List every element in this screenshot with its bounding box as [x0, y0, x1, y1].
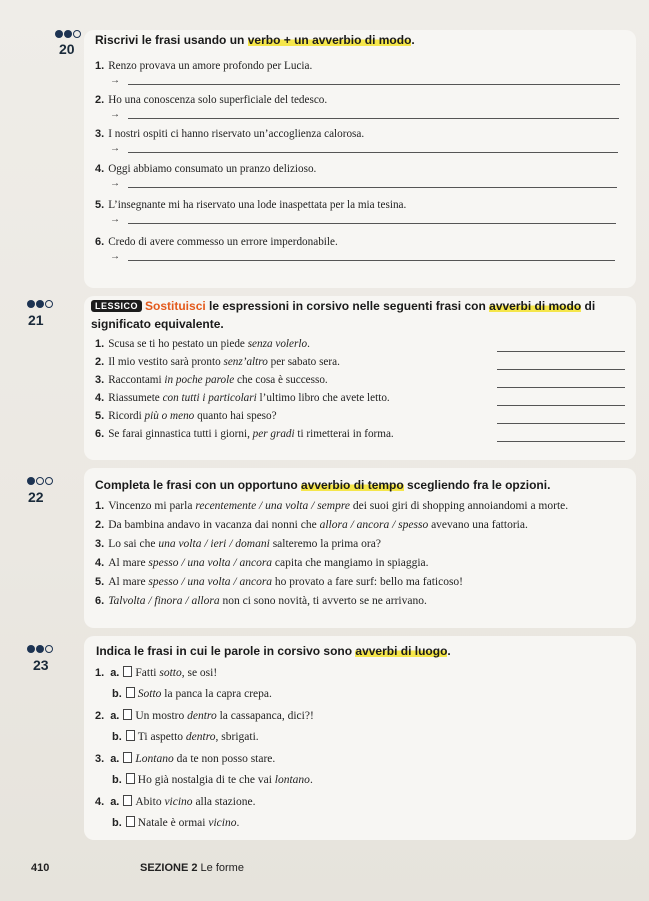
- item-number: 4.: [95, 392, 105, 404]
- sentence-item: [95, 338, 310, 350]
- sentence-text: .: [309, 774, 313, 786]
- item-number: 4.: [95, 796, 105, 808]
- difficulty-dots-21: [27, 300, 54, 308]
- sentence-text: ti rimetterai in forma.: [294, 428, 394, 440]
- sentence-text: Raccontami: [108, 374, 165, 386]
- arrow-icon: →: [110, 75, 120, 86]
- sentence-text: Oggi abbiamo consumato un pranzo delizioso.: [108, 163, 317, 175]
- answer-rule: [128, 84, 620, 85]
- difficulty-dot-empty: [45, 300, 53, 308]
- sentence-text: Al mare: [108, 576, 149, 588]
- adverb-options[interactable]: Talvolta / finora / allora: [108, 595, 220, 607]
- item-number: 4.: [95, 163, 105, 175]
- sentence-text: Ho una conoscenza solo superficiale del tedesco.: [108, 94, 328, 106]
- difficulty-dot: [27, 300, 35, 308]
- section-label: [140, 862, 244, 874]
- checkbox-item: [112, 730, 259, 743]
- item-number: 3.: [95, 538, 105, 550]
- sentence-text: Lo sai che: [108, 538, 159, 550]
- sentence-item: [95, 557, 429, 569]
- sentence-text: quanto hai speso?: [194, 410, 277, 422]
- section-title: Le forme: [200, 862, 244, 874]
- sentence-text: Ho già nostalgia di te che vai: [137, 774, 275, 786]
- sentence-item: [95, 374, 328, 386]
- italic-expression: più o meno: [144, 410, 195, 422]
- option-letter: a.: [110, 710, 120, 722]
- italic-expression: senza volerlo: [247, 338, 308, 350]
- instruction-text: di: [581, 299, 596, 313]
- italic-expression: per gradi: [252, 428, 295, 440]
- sentence-text: , se osi!: [181, 667, 218, 679]
- arrow-icon: →: [110, 178, 120, 189]
- answer-checkbox[interactable]: [123, 795, 132, 806]
- item-number: 1.: [95, 667, 105, 679]
- difficulty-dots-22: [27, 477, 54, 485]
- exercise-20-instruction: [95, 33, 415, 47]
- instruction-highlight: verbo + un avverbio di modo: [247, 33, 412, 47]
- sentence-text: che cosa è successo.: [234, 374, 328, 386]
- sentence-text: Natale è ormai: [137, 817, 209, 829]
- item-number: 6.: [95, 236, 105, 248]
- option-letter: b.: [112, 731, 122, 743]
- sentence-item: [95, 94, 327, 106]
- answer-line[interactable]: [110, 214, 616, 226]
- sentence-text: Ti aspetto: [137, 731, 186, 743]
- sentence-text: alla stazione.: [192, 796, 256, 808]
- item-number: 2.: [95, 710, 105, 722]
- item-number: 6.: [95, 428, 105, 440]
- italic-word: sotto: [159, 667, 182, 679]
- checkbox-item: [112, 816, 239, 829]
- adverb-options[interactable]: recentemente / una volta / sempre: [195, 500, 350, 512]
- option-letter: a.: [110, 796, 120, 808]
- difficulty-dot: [64, 30, 72, 38]
- sentence-text: la cassapanca, dici?!: [216, 710, 314, 722]
- sentence-item: [95, 392, 390, 404]
- instruction-highlight: avverbi di luogo: [355, 644, 448, 658]
- lessico-badge: LESSICO: [91, 300, 142, 312]
- answer-blank[interactable]: [497, 441, 625, 442]
- exercise-23-instruction: [96, 644, 451, 658]
- page-number: 410: [31, 862, 50, 874]
- sentence-text: L’insegnante mi ha riservato una lode inaspettata per la mia tesina.: [108, 199, 407, 211]
- italic-word: Lontano: [135, 753, 174, 765]
- sentence-text: non ci sono novità, ti avverto se ne arrivano.: [219, 595, 427, 607]
- answer-rule: [128, 223, 616, 224]
- italic-expression: senz’altro: [223, 356, 268, 368]
- sentence-item: [95, 128, 364, 140]
- sentence-item: [95, 356, 340, 368]
- answer-line[interactable]: [110, 109, 619, 121]
- item-number: 1.: [95, 338, 105, 350]
- answer-checkbox[interactable]: [123, 709, 132, 720]
- item-number: 5.: [95, 410, 105, 422]
- answer-blank[interactable]: [497, 351, 625, 352]
- sentence-text: Renzo provava un amore profondo per Lucia.: [108, 60, 313, 72]
- italic-word: dentro: [185, 731, 216, 743]
- instruction-highlight: avverbio di tempo: [301, 478, 404, 492]
- exercise-22-instruction: [95, 478, 550, 492]
- checkbox-item: [95, 666, 217, 679]
- sentence-item: [95, 538, 381, 550]
- answer-blank[interactable]: [497, 423, 625, 424]
- sentence-text: Riassumete: [108, 392, 163, 404]
- adverb-options[interactable]: spesso / una volta / ancora: [148, 557, 273, 569]
- difficulty-dot: [55, 30, 63, 38]
- answer-blank[interactable]: [497, 405, 625, 406]
- sentence-item: [95, 500, 568, 512]
- answer-checkbox[interactable]: [126, 816, 135, 827]
- instruction-text: Indica le frasi in cui le parole in corsivo sono: [96, 644, 356, 658]
- difficulty-dot: [27, 645, 35, 653]
- italic-word: dentro: [187, 710, 217, 722]
- section-number: SEZIONE 2: [140, 862, 198, 874]
- sentence-item: [95, 595, 427, 607]
- answer-checkbox[interactable]: [123, 666, 132, 677]
- difficulty-dot: [27, 477, 35, 485]
- answer-checkbox[interactable]: [126, 687, 135, 698]
- italic-word: vicino: [208, 817, 237, 829]
- difficulty-dot-empty: [45, 477, 53, 485]
- sentence-item: [95, 410, 277, 422]
- answer-blank[interactable]: [497, 369, 625, 370]
- item-number: 1.: [95, 60, 105, 72]
- arrow-icon: →: [110, 109, 120, 120]
- exercise-number-23: 23: [33, 657, 49, 673]
- adverb-options[interactable]: allora / ancora / spesso: [319, 519, 429, 531]
- item-number: 3.: [95, 128, 105, 140]
- sentence-text: Un mostro: [135, 710, 188, 722]
- sentence-item: [95, 236, 338, 248]
- adverb-options[interactable]: spesso / una volta / ancora: [148, 576, 273, 588]
- exercise-number-21: 21: [28, 312, 44, 328]
- instruction-text: le espressioni in corsivo nelle seguenti frasi con: [205, 299, 490, 313]
- sentence-text: Scusa se ti ho pestato un piede: [108, 338, 248, 350]
- instruction-text: Completa le frasi con un opportuno: [95, 478, 302, 492]
- answer-line[interactable]: [110, 178, 617, 190]
- sentence-text: l’ultimo libro che avete letto.: [256, 392, 390, 404]
- answer-blank[interactable]: [497, 387, 625, 388]
- sentence-text: ho provato a fare surf: bello ma faticoso!: [272, 576, 464, 588]
- sentence-text: la panca la capra crepa.: [161, 688, 272, 700]
- checkbox-item: [112, 773, 313, 786]
- arrow-icon: →: [110, 251, 120, 262]
- adverb-options[interactable]: una volta / ieri / domani: [158, 538, 270, 550]
- answer-line[interactable]: [110, 75, 620, 87]
- exercise-21-instruction-line2: significato equivalente.: [91, 317, 224, 331]
- sentence-text: .: [307, 338, 310, 350]
- italic-expression: in poche parole: [164, 374, 235, 386]
- item-number: 5.: [95, 199, 105, 211]
- sentence-item: [95, 428, 394, 440]
- sentence-text: .: [236, 817, 240, 829]
- option-letter: a.: [110, 667, 120, 679]
- arrow-icon: →: [110, 214, 120, 225]
- item-number: 2.: [95, 356, 105, 368]
- item-number: 2.: [95, 94, 105, 106]
- sentence-text: Abito: [135, 796, 165, 808]
- sentence-text: Il mio vestito sarà pronto: [108, 356, 224, 368]
- difficulty-dot: [36, 300, 44, 308]
- sentence-text: Se farai ginnastica tutti i giorni,: [108, 428, 253, 440]
- difficulty-dot: [36, 645, 44, 653]
- sentence-item: [95, 163, 316, 175]
- sentence-text: salteremo la prima ora?: [269, 538, 381, 550]
- item-number: 5.: [95, 576, 105, 588]
- item-number: 2.: [95, 519, 105, 531]
- answer-line[interactable]: [110, 143, 618, 155]
- exercise-21-instruction: [91, 299, 595, 313]
- sentence-text: dei suoi giri di shopping annoiandomi a morte.: [349, 500, 569, 512]
- difficulty-dots-23: [27, 645, 54, 653]
- sentence-text: avevano una fattoria.: [428, 519, 528, 531]
- item-number: 6.: [95, 595, 105, 607]
- answer-line[interactable]: [110, 251, 615, 263]
- option-letter: b.: [112, 688, 122, 700]
- sentence-text: Ricordi: [108, 410, 145, 422]
- checkbox-item: [95, 795, 255, 808]
- sentence-text: Vincenzo mi parla: [108, 500, 196, 512]
- answer-rule: [128, 118, 619, 119]
- arrow-icon: →: [110, 143, 120, 154]
- sentence-text: capita che mangiamo in spiaggia.: [272, 557, 429, 569]
- sentence-text: Da bambina andavo in vacanza dai nonni che: [108, 519, 320, 531]
- instruction-text: Riscrivi le frasi usando un: [95, 33, 248, 47]
- checkbox-item: [95, 709, 314, 722]
- option-letter: b.: [112, 817, 122, 829]
- checkbox-item: [95, 752, 275, 765]
- checkbox-item: [112, 687, 272, 700]
- sentence-text: da te non posso stare.: [173, 753, 276, 765]
- exercise-number-22: 22: [28, 489, 44, 505]
- sentence-item: [95, 60, 312, 72]
- item-number: 4.: [95, 557, 105, 569]
- sentence-item: [95, 199, 406, 211]
- item-number: 3.: [95, 753, 105, 765]
- option-letter: a.: [110, 753, 120, 765]
- instruction-text: scegliendo fra le opzioni.: [403, 478, 551, 492]
- difficulty-dots-20: [55, 30, 82, 38]
- item-number: 3.: [95, 374, 105, 386]
- sentence-item: [95, 519, 528, 531]
- difficulty-dot-empty: [36, 477, 44, 485]
- sentence-text: , sbrigati.: [215, 731, 259, 743]
- italic-expression: con tutti i particolari: [162, 392, 257, 404]
- answer-rule: [128, 187, 617, 188]
- difficulty-dot-empty: [73, 30, 81, 38]
- item-number: 1.: [95, 500, 105, 512]
- sentence-text: per sabato sera.: [267, 356, 340, 368]
- answer-checkbox[interactable]: [123, 752, 132, 763]
- italic-word: Sotto: [137, 688, 162, 700]
- sentence-text: Credo di avere commesso un errore imperdonabile.: [108, 236, 338, 248]
- italic-word: lontano: [274, 774, 310, 786]
- instruction-text: .: [447, 644, 451, 658]
- difficulty-dot-empty: [45, 645, 53, 653]
- option-letter: b.: [112, 774, 122, 786]
- italic-word: vicino: [164, 796, 193, 808]
- exercise-number-20: 20: [59, 41, 75, 57]
- sentence-item: [95, 576, 463, 588]
- instruction-text: .: [411, 33, 415, 47]
- answer-checkbox[interactable]: [126, 730, 135, 741]
- answer-rule: [128, 260, 615, 261]
- sentence-text: Fatti: [135, 667, 160, 679]
- instruction-highlight: avverbi di modo: [489, 299, 582, 313]
- answer-rule: [128, 152, 618, 153]
- sentence-text: I nostri ospiti ci hanno riservato un’accoglienza calorosa.: [108, 128, 365, 140]
- answer-checkbox[interactable]: [126, 773, 135, 784]
- instruction-keyword: Sostituisci: [145, 299, 206, 313]
- sentence-text: Al mare: [108, 557, 149, 569]
